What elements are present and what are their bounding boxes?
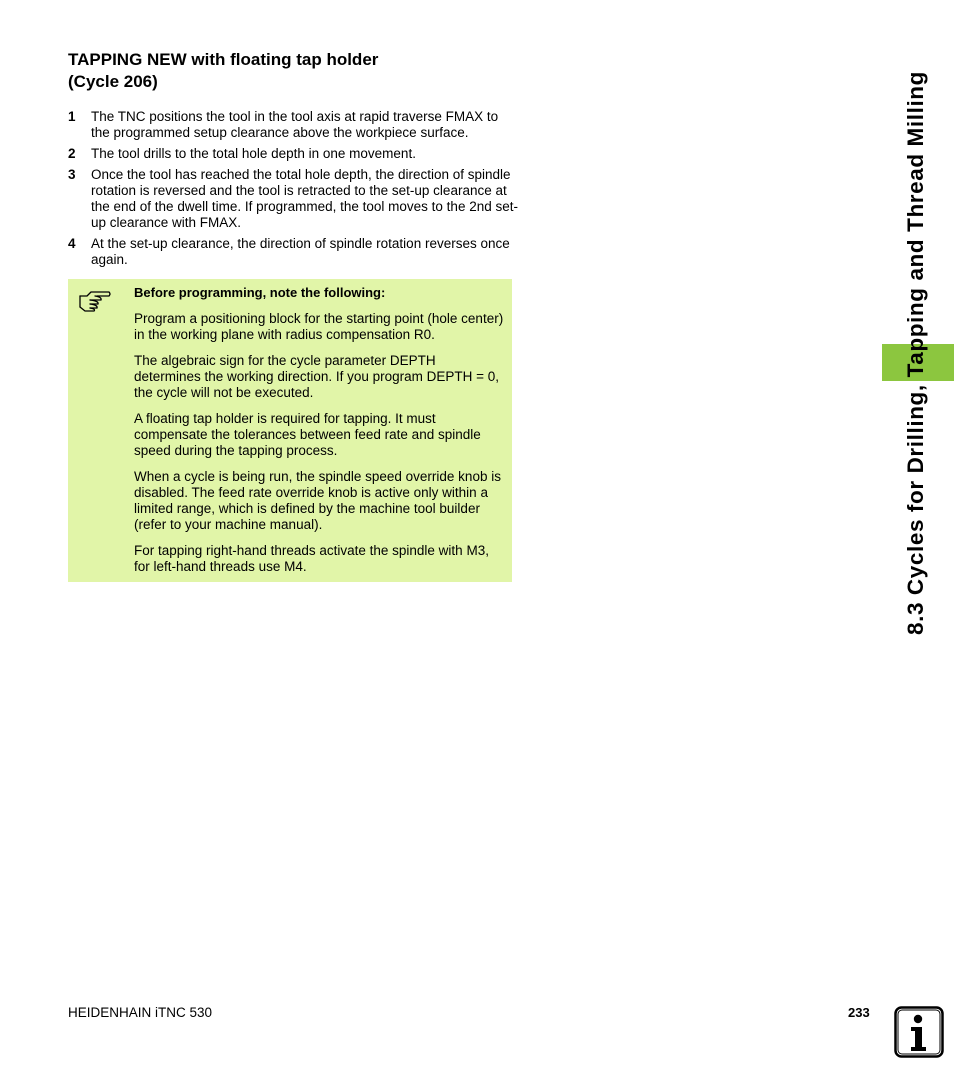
info-icon [894,1006,944,1058]
chapter-side-title [893,48,939,658]
step-item [68,167,518,231]
step-number: 3 [68,167,76,182]
step-number: 4 [68,236,76,251]
step-item [68,236,518,268]
note-title: Before programming, note the following: [134,285,386,300]
step-text: The tool drills to the total hole depth in one movement. [91,146,416,161]
step-item [68,146,518,162]
step-text: Once the tool has reached the total hole depth, the direction of spindle rotation is reversed and the tool is retracted to the set-up clearance at the end of the dwell time. If programmed, the tool moves to the 2nd set-up clearance with FMAX. [91,167,518,230]
step-text: At the set-up clearance, the direction of spindle rotation reverses once again. [91,236,510,267]
step-item [68,109,518,141]
page-number: 233 [848,1005,870,1020]
note-paragraph: The algebraic sign for the cycle parameter DEPTH determines the working direction. If you program DEPTH = 0, the cycle will not be executed. [134,353,500,400]
step-number: 1 [68,109,76,124]
note-paragraph: Program a positioning block for the starting point (hole center) in the working plane with radius compensation R0. [134,311,504,342]
note-paragraph: When a cycle is being run, the spindle speed override knob is disabled. The feed rate override knob is active only within a limited range, which is defined by the machine tool builder (refer to your machine manual). [134,469,501,532]
procedure-steps [68,109,518,273]
pointing-hand-icon [78,288,112,314]
note-paragraph: For tapping right-hand threads activate the spindle with M3, for left-hand threads use M4. [134,543,489,574]
note-paragraph: A floating tap holder is required for tapping. It must compensate the tolerances between feed rate and spindle speed during the tapping process. [134,411,481,458]
note-box [68,279,512,582]
chapter-side-title-text: 8.3 Cycles for Drilling, Tapping and Thread Milling [903,71,928,635]
footer-product-name: HEIDENHAIN iTNC 530 [68,1005,213,1020]
step-number: 2 [68,146,76,161]
section-heading [68,49,508,93]
heading-line-1: TAPPING NEW with floating tap holder [68,50,379,69]
step-text: The TNC positions the tool in the tool axis at rapid traverse FMAX to the programmed setup clearance above the workpiece surface. [91,109,499,140]
heading-line-2: (Cycle 206) [68,72,158,91]
